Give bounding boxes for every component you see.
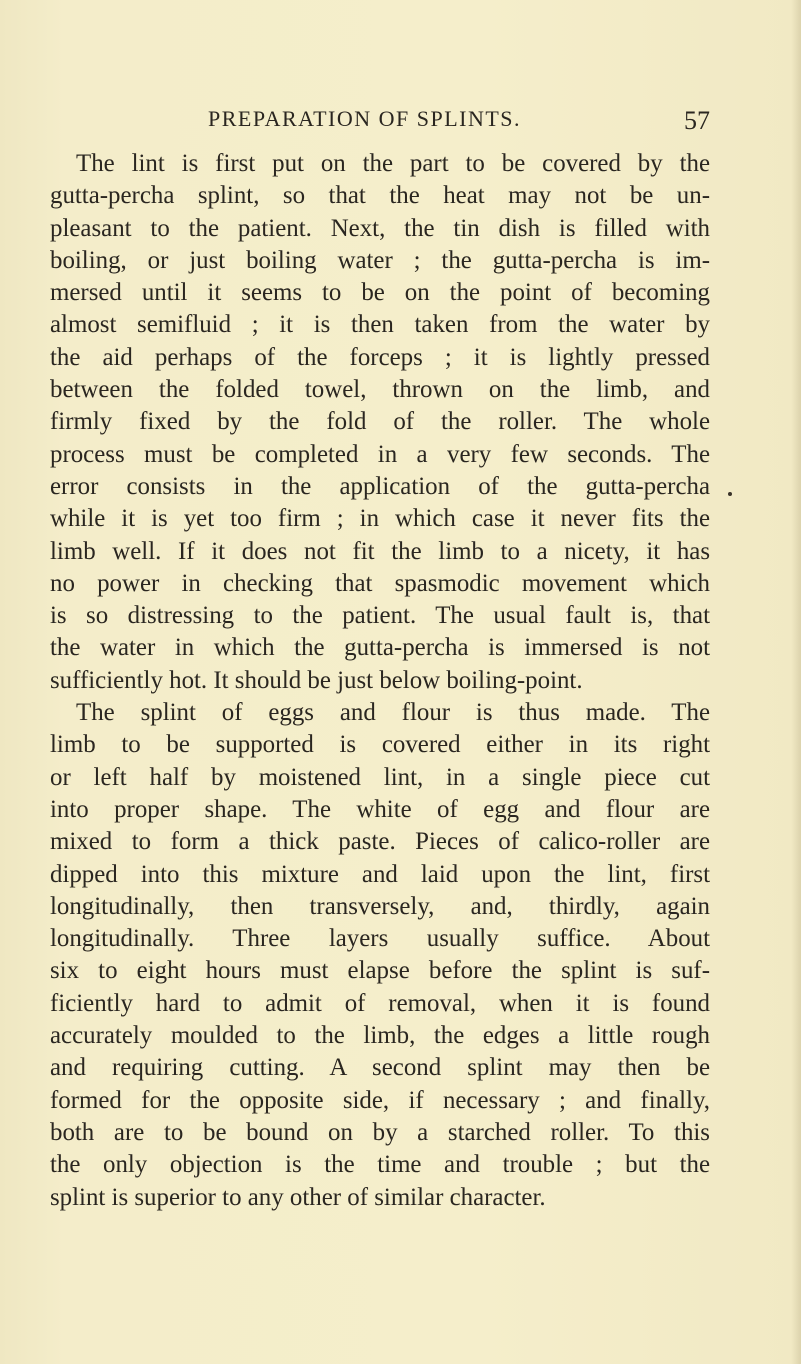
text-line: gutta-percha splint, so that the heat may not be un-: [50, 182, 710, 210]
body-text: [50, 148, 710, 1214]
text-line: between the folded towel, thrown on the limb, and: [50, 376, 710, 404]
text-line: or left half by moistened lint, in a single piece cut: [50, 763, 710, 791]
text-line: mixed to form a thick paste. Pieces of calico-roller are: [50, 828, 710, 856]
text-line: limb to be supported is covered either in its right: [50, 731, 710, 759]
text-line: the only objection is the time and trouble ; but the: [50, 1151, 710, 1179]
text-line: formed for the opposite side, if necessary ; and finally,: [50, 1086, 710, 1114]
text-line: no power in checking that spasmodic movement which: [50, 569, 710, 597]
text-line: process must be completed in a very few seconds. The: [50, 440, 710, 468]
text-line: longitudinally. Three layers usually suffice. About: [50, 925, 710, 953]
text-line: sufficiently hot. It should be just below boiling-point.: [50, 666, 583, 694]
text-line: while it is yet too firm ; in which case it never fits the: [50, 505, 710, 533]
text-line: ficiently hard to admit of removal, when it is found: [50, 989, 710, 1017]
text-line: The splint of eggs and flour is thus made. The: [76, 699, 710, 727]
page-header: [50, 106, 710, 142]
margin-ink-dot: [728, 492, 732, 496]
running-head: PREPARATION OF SPLINTS.: [208, 106, 522, 131]
text-line: longitudinally, then transversely, and, thirdly, again: [50, 892, 710, 920]
text-line: pleasant to the patient. Next, the tin dish is filled with: [50, 214, 710, 242]
text-line: into proper shape. The white of egg and flour are: [50, 795, 710, 823]
text-line: accurately moulded to the limb, the edges a little rough: [50, 1022, 710, 1050]
text-line: limb well. If it does not fit the limb to a nicety, it has: [50, 537, 710, 565]
page-edge-shadow: [791, 0, 801, 1364]
text-line: boiling, or just boiling water ; the gutta-percha is im-: [50, 246, 710, 274]
text-line: the water in which the gutta-percha is immersed is not: [50, 634, 710, 662]
text-line: mersed until it seems to be on the point of becoming: [50, 279, 710, 307]
text-line: both are to be bound on by a starched roller. To this: [50, 1118, 710, 1146]
text-line: six to eight hours must elapse before the splint is suf-: [50, 957, 710, 985]
text-line: is so distressing to the patient. The usual fault is, that: [50, 602, 710, 630]
text-line: the aid perhaps of the forceps ; it is lightly pressed: [50, 343, 710, 371]
text-line: and requiring cutting. A second splint may then be: [50, 1054, 710, 1082]
text-line: The lint is first put on the part to be covered by the: [76, 150, 710, 177]
text-line: splint is superior to any other of similar character.: [50, 1183, 546, 1211]
text-line: dipped into this mixture and laid upon the lint, first: [50, 860, 710, 888]
text-line: almost semifluid ; it is then taken from the water by: [50, 311, 710, 339]
text-line: error consists in the application of the gutta-percha: [50, 472, 710, 500]
page-number: 57: [684, 106, 710, 135]
text-line: firmly fixed by the fold of the roller. The whole: [50, 408, 710, 436]
